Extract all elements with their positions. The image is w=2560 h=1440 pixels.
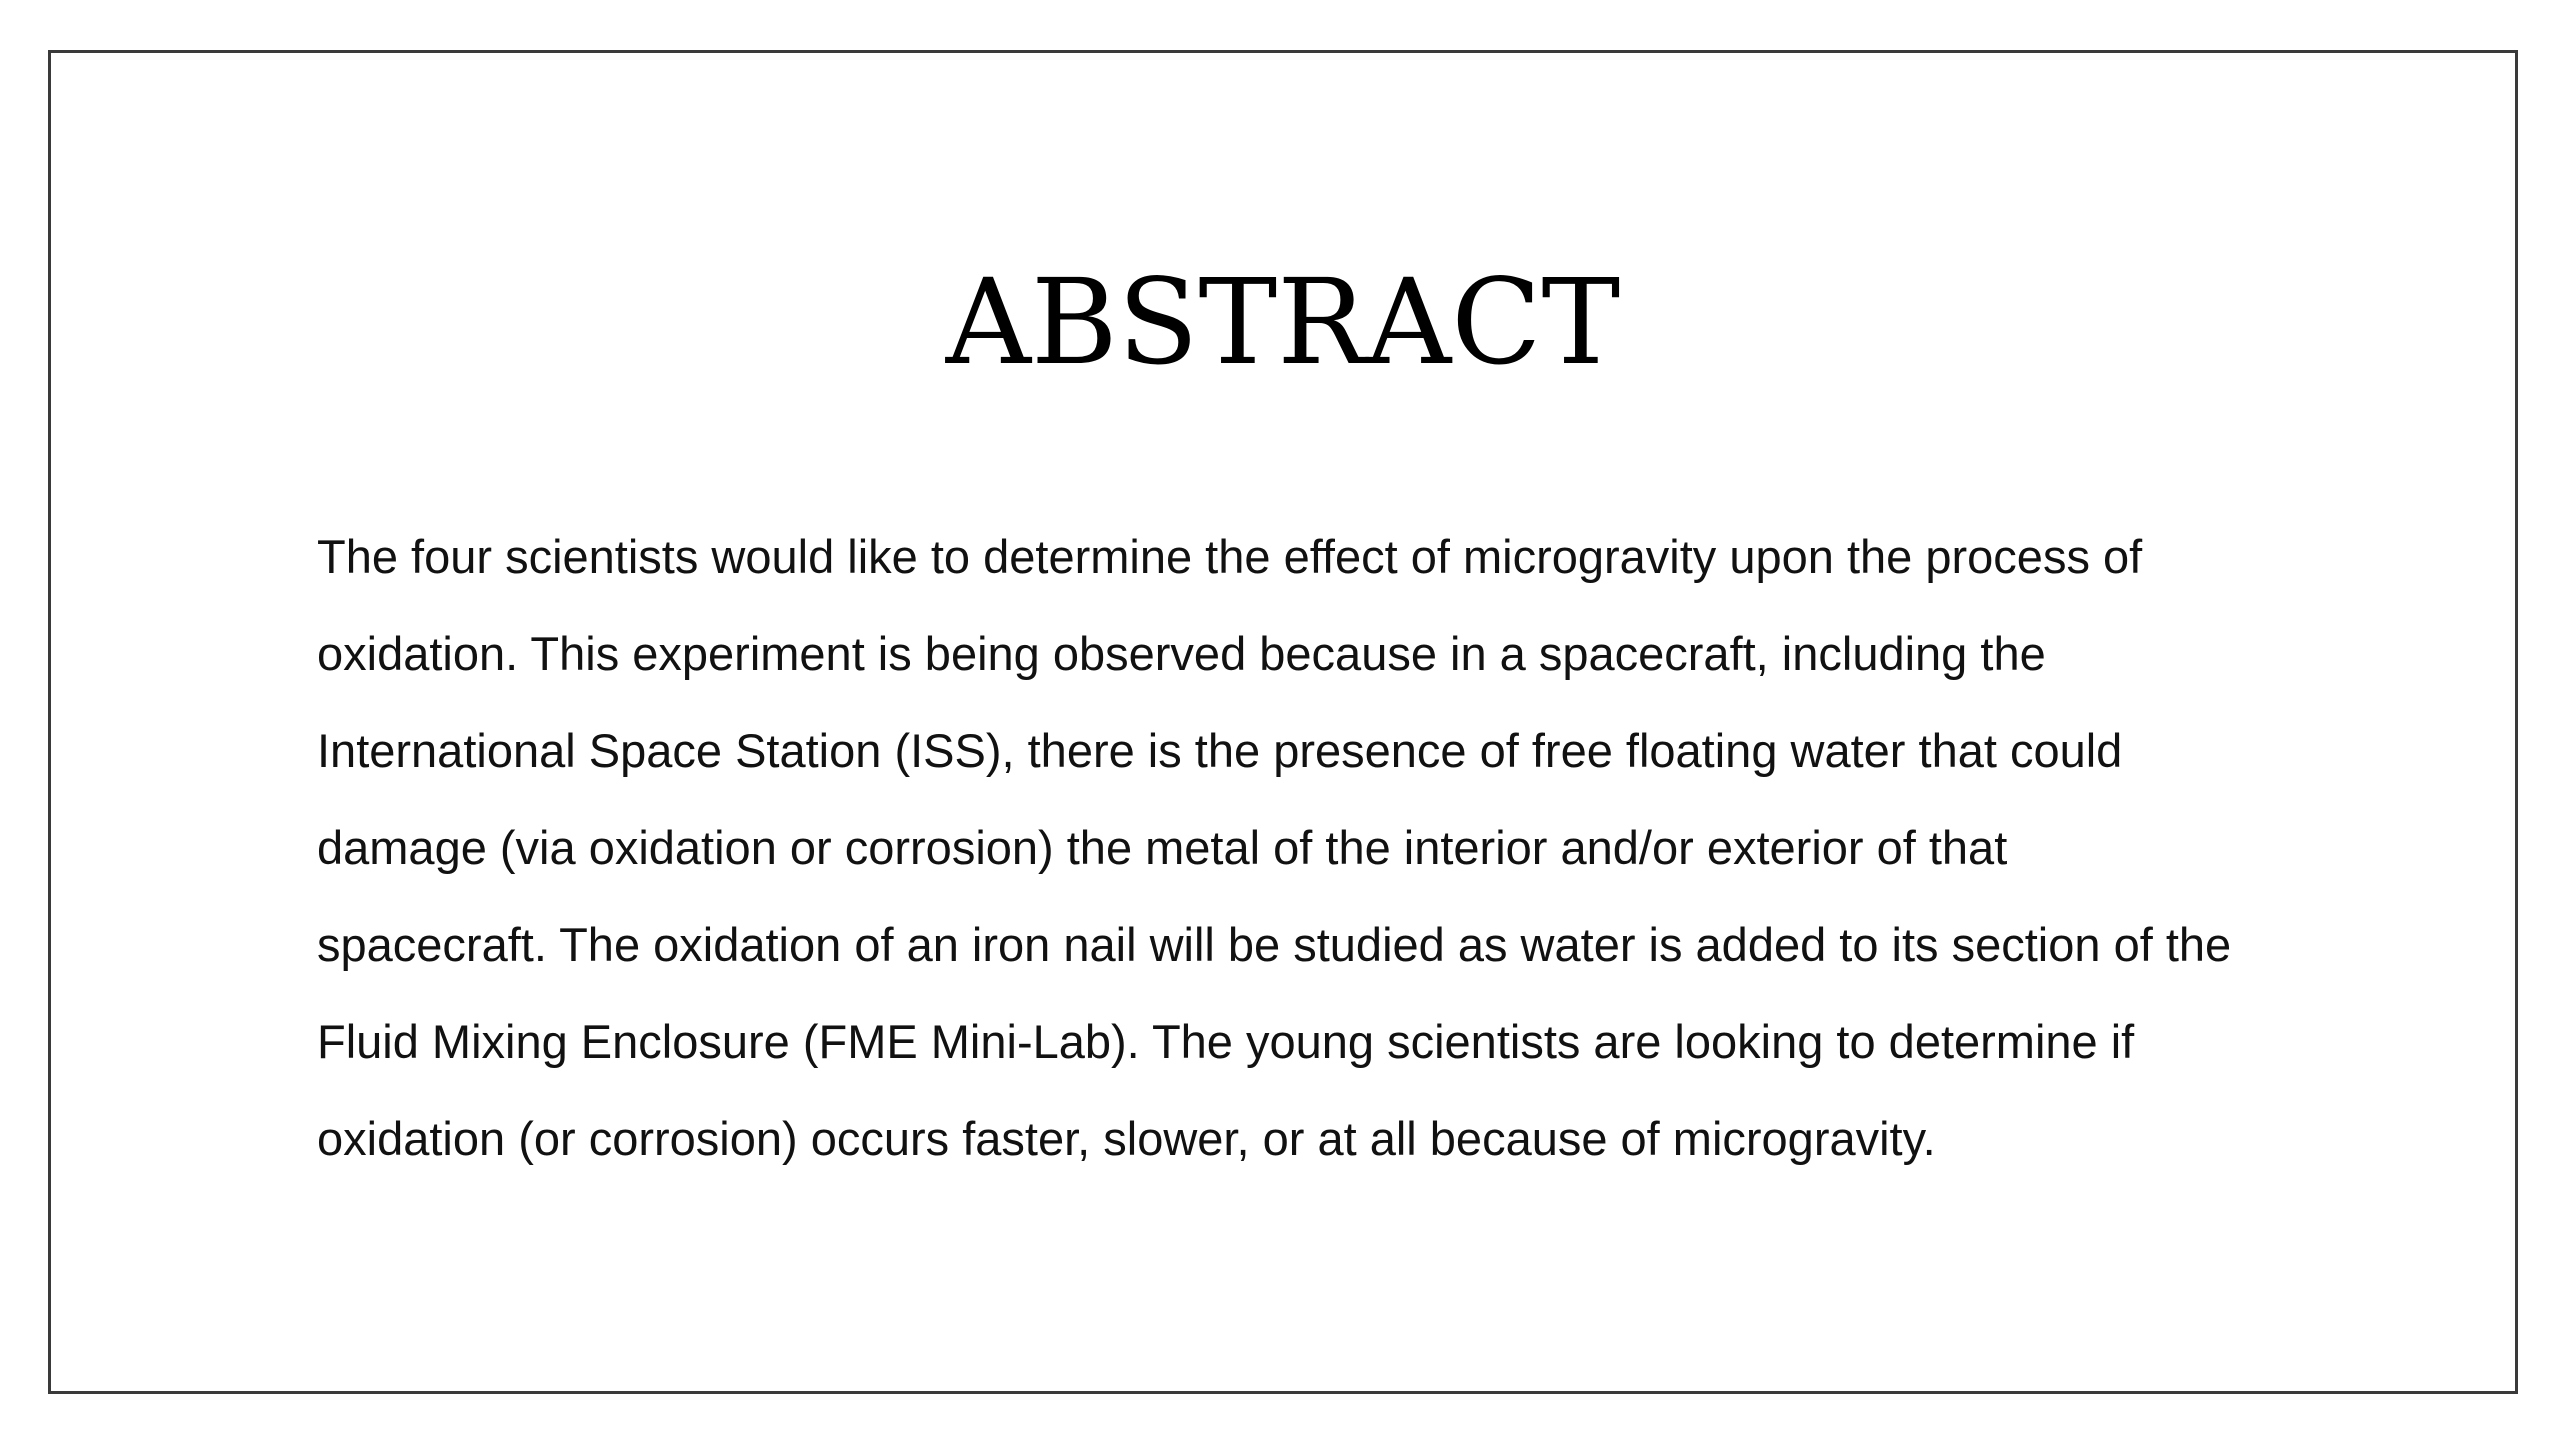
slide-title: ABSTRACT (945, 253, 1621, 391)
slide-frame (48, 50, 2518, 1394)
abstract-paragraph (317, 508, 2357, 1187)
abstract-line: damage (via oxidation or corrosion) the metal of the interior and/or exterior of that (317, 821, 2008, 874)
abstract-line: spacecraft. The oxidation of an iron nail will be studied as water is added to its section of the (317, 918, 2232, 971)
abstract-line: International Space Station (ISS), there is the presence of free floating water that could (317, 724, 2123, 777)
abstract-line: oxidation. This experiment is being observed because in a spacecraft, including the (317, 627, 2046, 680)
abstract-line: The four scientists would like to determine the effect of microgravity upon the process of (317, 530, 2143, 583)
abstract-line: oxidation (or corrosion) occurs faster, slower, or at all because of microgravity. (317, 1112, 1936, 1165)
abstract-line: Fluid Mixing Enclosure (FME Mini-Lab). The young scientists are looking to determine if (317, 1015, 2135, 1068)
